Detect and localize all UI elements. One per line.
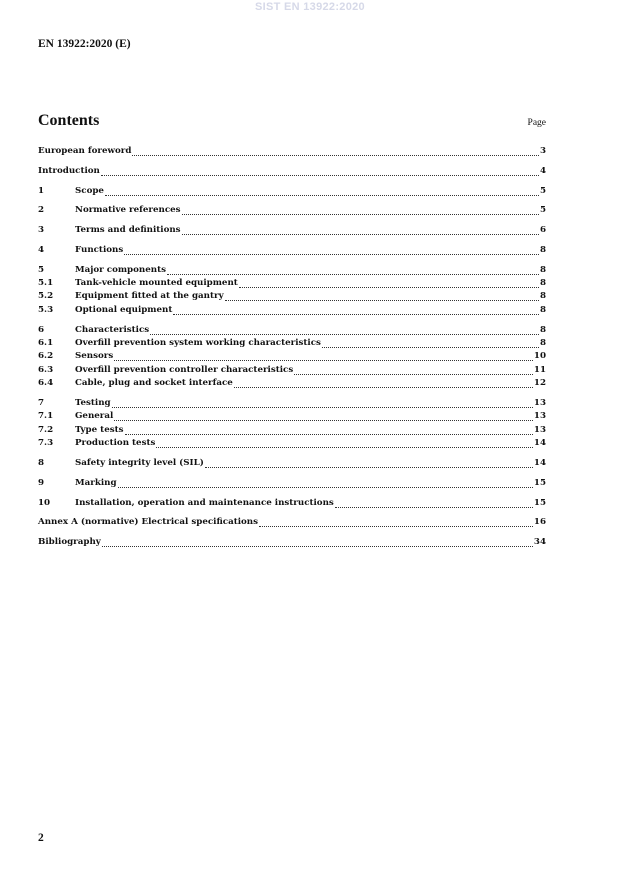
toc-dot-leader	[182, 225, 539, 235]
toc-entry[interactable]	[38, 244, 546, 257]
toc-entry-page: 8	[539, 264, 546, 275]
toc-entry-title: Characteristics	[75, 324, 150, 335]
toc-dot-leader	[167, 265, 539, 275]
page-column-label: Page	[527, 118, 546, 128]
toc-dot-leader	[259, 517, 533, 527]
toc-entry-page: 12	[533, 378, 546, 389]
toc-entry-page: 4	[539, 165, 546, 176]
toc-entry-number: 6.3	[38, 364, 54, 375]
toc-entry-page: 5	[539, 205, 546, 216]
toc-entry[interactable]	[38, 304, 546, 317]
toc-entry[interactable]	[38, 410, 546, 423]
toc-entry[interactable]	[38, 277, 546, 290]
toc-entry-number: 3	[38, 225, 45, 236]
toc-entry[interactable]	[38, 165, 546, 178]
toc-entry-page: 13	[533, 424, 546, 435]
toc-entry-page: 13	[533, 411, 546, 422]
toc-entry[interactable]	[38, 424, 546, 437]
toc-dot-leader	[322, 338, 539, 348]
toc-entry[interactable]	[38, 437, 546, 450]
toc-entry[interactable]	[38, 204, 546, 217]
toc-entry-page: 3	[539, 146, 546, 156]
toc-entry[interactable]	[38, 185, 546, 198]
toc-dot-leader	[132, 146, 539, 156]
page-number: 2	[38, 832, 44, 844]
toc-entry-page: 6	[539, 225, 546, 236]
toc-entry[interactable]	[38, 324, 546, 337]
toc-entry-title: Testing	[75, 397, 111, 408]
toc-entry-number: 6.2	[38, 351, 54, 362]
toc-dot-leader	[105, 186, 539, 196]
toc-entry[interactable]	[38, 397, 546, 410]
toc-entry-number: 10	[38, 497, 51, 508]
toc-entry-number: 8	[38, 457, 45, 468]
toc-entry-title: Equipment fitted at the gantry	[75, 291, 224, 302]
watermark: SIST EN 13922:2020	[255, 1, 365, 13]
toc-entry-title: European foreword	[38, 146, 132, 156]
toc-entry-title: Bibliography	[38, 537, 101, 548]
toc-entry[interactable]	[38, 364, 546, 377]
toc-entry[interactable]	[38, 457, 546, 470]
toc-entry[interactable]	[38, 337, 546, 350]
toc-entry-number: 6	[38, 324, 45, 335]
toc-entry-number: 6.1	[38, 338, 54, 349]
toc-entry[interactable]	[38, 477, 546, 490]
toc-entry-title: Production tests	[75, 438, 156, 449]
toc-dot-leader	[124, 245, 539, 255]
toc-entry-page: 13	[533, 397, 546, 408]
toc-dot-leader	[234, 378, 533, 388]
toc-dot-leader	[173, 305, 539, 315]
toc-entry-number: 5.2	[38, 291, 54, 302]
toc-entry-page: 8	[539, 304, 546, 315]
toc-dot-leader	[182, 205, 539, 215]
toc-entry-title: Functions	[75, 244, 124, 255]
toc-entry-title: Sensors	[75, 351, 114, 362]
toc-entry-title: Tank-vehicle mounted equipment	[75, 278, 238, 289]
toc-entry-number: 4	[38, 244, 45, 255]
toc-dot-leader	[118, 478, 533, 488]
toc-entry-title: Scope	[75, 185, 104, 196]
toc-entry-number: 7.3	[38, 438, 54, 449]
toc-entry[interactable]	[38, 350, 546, 363]
toc-entry-title: Type tests	[75, 424, 124, 435]
toc-dot-leader	[205, 458, 533, 468]
toc-entry-title: Optional equipment	[75, 304, 173, 315]
toc-dot-leader	[102, 537, 533, 547]
toc-entry-page: 8	[539, 278, 546, 289]
toc-entry-page: 15	[533, 477, 546, 488]
toc-entry-page: 8	[539, 338, 546, 349]
toc-entry-page: 34	[533, 537, 546, 548]
toc-entry-number: 7	[38, 397, 45, 408]
toc-entry-page: 11	[533, 364, 546, 375]
toc-entry[interactable]	[38, 377, 546, 390]
toc-entry-page: 15	[533, 497, 546, 508]
toc-dot-leader	[112, 398, 533, 408]
toc-entry-number: 1	[38, 185, 45, 196]
toc-entry[interactable]	[38, 536, 546, 549]
contents-title: Contents	[38, 112, 100, 129]
toc-entry-title: Marking	[75, 477, 117, 488]
toc-entry-page: 8	[539, 244, 546, 255]
toc-dot-leader	[125, 425, 533, 435]
toc-entry-title: Terms and definitions	[75, 225, 181, 236]
toc-dot-leader	[150, 325, 539, 335]
toc-entry-number: 9	[38, 477, 45, 488]
toc-entry-title: Major components	[75, 264, 166, 275]
toc-entry[interactable]	[38, 290, 546, 303]
toc-entry-number: 2	[38, 205, 45, 216]
toc-entry-number: 5	[38, 264, 45, 275]
toc-entry-page: 5	[539, 185, 546, 196]
toc-entry[interactable]	[38, 497, 546, 510]
toc-dot-leader	[156, 438, 533, 448]
toc-entry-page: 14	[533, 457, 546, 468]
toc-entry[interactable]	[38, 224, 546, 237]
toc-entry-number: 7.1	[38, 411, 54, 422]
toc-entry[interactable]	[38, 145, 546, 158]
toc-entry-title: Installation, operation and maintenance instructions	[75, 497, 334, 508]
toc-entry-title: Introduction	[38, 165, 100, 176]
toc-entry-title: Normative references	[75, 205, 181, 216]
toc-dot-leader	[114, 411, 533, 421]
toc-dot-leader	[335, 498, 533, 508]
toc-dot-leader	[225, 291, 539, 301]
toc-entry-page: 8	[539, 324, 546, 335]
toc-entry-title: General	[75, 411, 114, 422]
toc-dot-leader	[101, 166, 539, 176]
table-of-contents	[38, 145, 546, 549]
toc-entry-title: Overfill prevention controller characteristics	[75, 364, 294, 375]
toc-entry[interactable]	[38, 516, 546, 529]
toc-entry-page: 10	[533, 351, 546, 362]
toc-entry-page: 14	[533, 438, 546, 449]
toc-entry-title: Overfill prevention system working characteristics	[75, 338, 321, 349]
toc-entry-page: 8	[539, 291, 546, 302]
toc-entry-title: Safety integrity level (SIL)	[75, 457, 204, 468]
toc-entry-number: 5.1	[38, 278, 54, 289]
toc-entry-title: Annex A (normative) Electrical specifications	[38, 517, 259, 528]
toc-dot-leader	[239, 278, 539, 288]
toc-entry-number: 6.4	[38, 378, 54, 389]
toc-dot-leader	[114, 351, 533, 361]
toc-entry[interactable]	[38, 264, 546, 277]
toc-entry-number: 7.2	[38, 424, 54, 435]
toc-entry-page: 16	[533, 517, 546, 528]
toc-entry-number: 5.3	[38, 304, 54, 315]
toc-entry-title: Cable, plug and socket interface	[75, 378, 233, 389]
toc-dot-leader	[294, 365, 533, 375]
document-header: EN 13922:2020 (E)	[38, 38, 131, 50]
